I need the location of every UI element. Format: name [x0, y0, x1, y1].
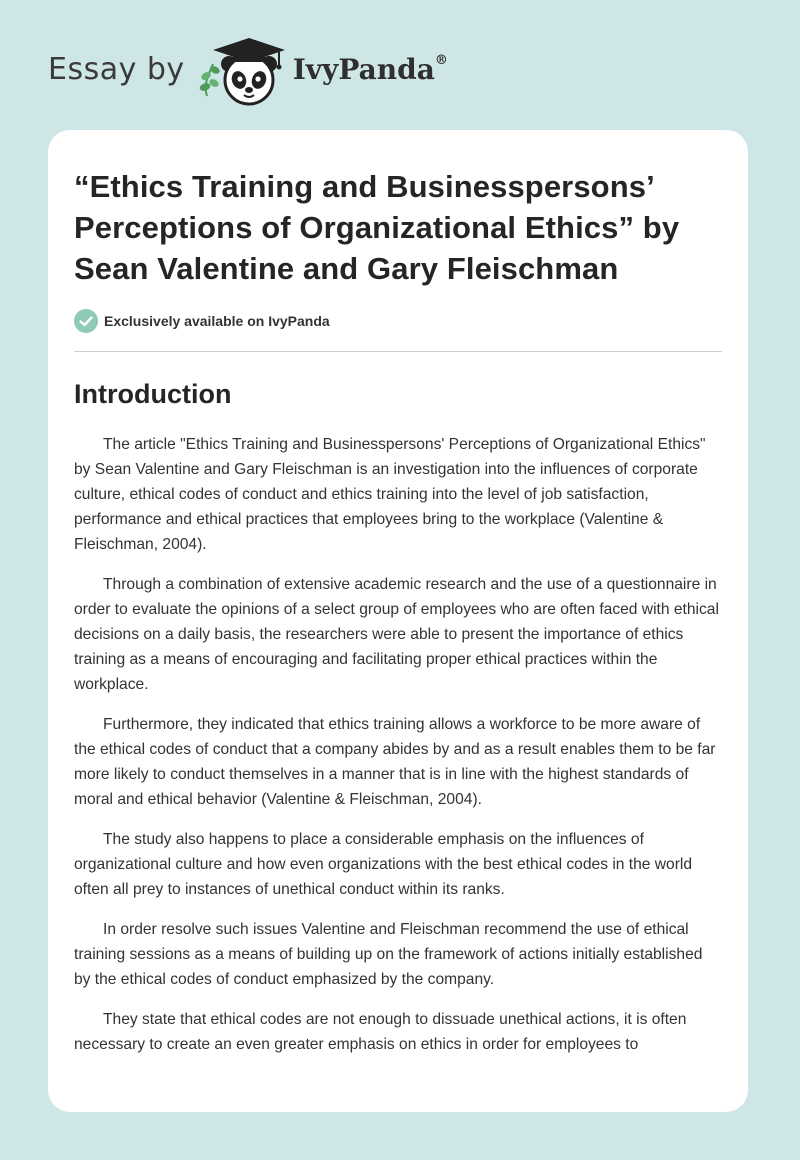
- brand-name: IvyPanda®: [292, 53, 448, 86]
- article-body: [74, 432, 722, 1057]
- paragraph: The study also happens to place a considerable emphasis on the influences of organizational culture and how even organizations with the best ethical codes in the world often all prey to instances of unethical conduct within its ranks.: [74, 831, 693, 898]
- title-divider: [74, 351, 722, 352]
- article-card: [48, 130, 748, 1112]
- paragraph: They state that ethical codes are not enough to dissuade unethical actions, it is often necessary to create an even greater emphasis on ethics in order for employees to: [74, 1011, 687, 1053]
- article-title: “Ethics Training and Businesspersons’ Perceptions of Organizational Ethics” by Sean Valentine and Gary Fleischman: [74, 169, 680, 286]
- exclusive-badge-label: Exclusively available on IvyPanda: [104, 313, 330, 329]
- panda-graduate-icon: [199, 34, 293, 106]
- site-header-brand[interactable]: [48, 34, 448, 106]
- paragraph: The article "Ethics Training and Businesspersons' Perceptions of Organizational Ethics" by Sean Valentine and Gary Fleischman is an investigation into the influences of corporate culture, ethical codes of conduct and ethics training into the level of job satisfaction, performance and ethical practices that employees bring to the workplace (Valentine & Fleischman, 2004).: [74, 436, 706, 553]
- exclusive-badge: [74, 309, 722, 333]
- paragraph: Through a combination of extensive academic research and the use of a questionnaire in order to evaluate the opinions of a select group of employees who are often faced with ethical decisions on a daily basis, the researchers were able to present the importance of ethics training as a means of encouraging and facilitating proper ethical practices within the workplace.: [74, 576, 719, 693]
- check-circle-icon: [74, 309, 98, 333]
- paragraph: Furthermore, they indicated that ethics training allows a workforce to be more aware of the ethical codes of conduct that a company abides by and as a result enables them to be far more likely to conduct themselves in a manner that is in line with the highest standards of moral and ethical behavior (Valentine & Fleischman, 2004).: [74, 716, 716, 808]
- section-heading: Introduction: [74, 379, 232, 409]
- paragraph: In order resolve such issues Valentine and Fleischman recommend the use of ethical training sessions as a means of building up on the framework of actions initially established by the ethical codes of conduct emphasized by the company.: [74, 921, 703, 988]
- brand-prefix: Essay by: [48, 52, 185, 87]
